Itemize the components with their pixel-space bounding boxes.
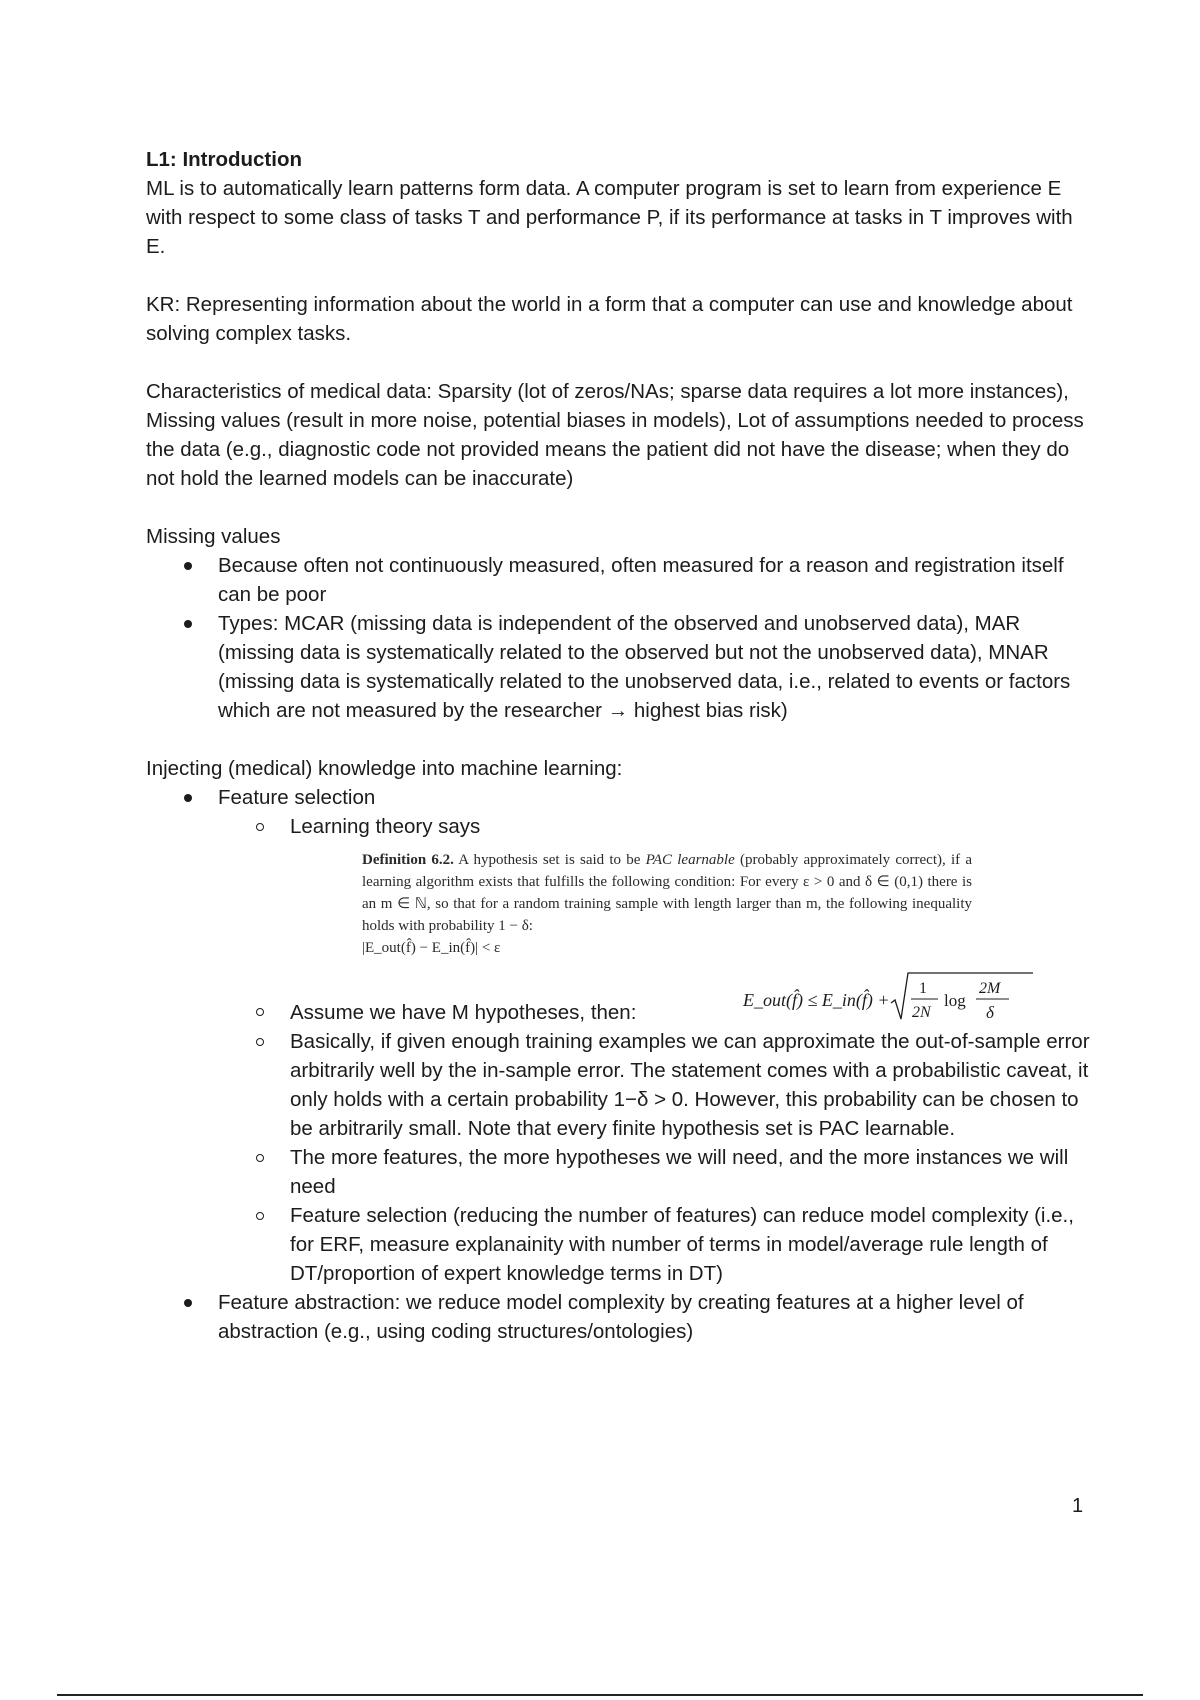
sub-list-item-text: Basically, if given enough training examples we can approximate the out-of-sample error arbitrarily well by the in-sample error. The statement comes with a probabilistic caveat, it only holds with a certain probability 1−δ > 0. However, this probability can be chosen to be arbitrarily small. Note that every finite hypothesis set is PAC learnable. (290, 1030, 1090, 1140)
sub-list-item (218, 1143, 1096, 1201)
list-item-feature-abstraction (146, 1288, 1096, 1346)
list-item (146, 609, 1096, 725)
hollow-bullet-icon (256, 1212, 264, 1220)
injecting-list (146, 783, 1096, 1346)
section-heading: L1: Introduction (146, 148, 303, 171)
list-item-text: Types: MCAR (missing data is independent of the observed and unobserved data), MAR (missing data is systematically related to the observed but not the unobserved data), MNAR (missing data is systematically related to the unobserved data, i.e., related to events or factors which are not measured by the researcher → highest bias risk) (218, 612, 1071, 722)
paragraph-kr: KR: Representing information about the world in a form that a computer can use and knowledge about solving complex tasks. (146, 293, 1073, 345)
bullet-icon (184, 794, 192, 802)
formula-num2: 2M (979, 980, 1001, 997)
hollow-bullet-icon (256, 1038, 264, 1046)
hollow-bullet-icon (256, 823, 264, 831)
bullet-icon (184, 562, 192, 570)
hollow-bullet-icon (256, 1154, 264, 1162)
formula-den1: 2N (912, 1004, 931, 1021)
missing-values-list (146, 551, 1096, 725)
definition-term: PAC learnable (645, 852, 735, 868)
paragraph-ml: ML is to automatically learn patterns form data. A computer program is set to learn from experience E with respect to some class of tasks T and performance P, if its performance at tasks in T improves with E. (146, 177, 1073, 258)
definition-text-a: A hypothesis set is said to be (453, 852, 646, 868)
sub-list-item (218, 1201, 1096, 1288)
bullet-icon (184, 1299, 192, 1307)
paragraph-medical-data: Characteristics of medical data: Sparsity (lot of zeros/NAs; sparse data requires a lot more instances), Missing values (result in more noise, potential biases in models), Lot of assumptions needed to process the data (e.g., diagnostic code not provided means the patient did not have the disease; when they do not hold the learned models can be inaccurate) (146, 380, 1084, 490)
sub-list-item-text: Feature selection (reducing the number of features) can reduce model complexity (i.e., for ERF, measure explanainity with number of terms in model/average rule length of DT/proportion of expert knowledge terms in DT) (290, 1204, 1074, 1285)
definition-heading: Definition 6.2. (362, 852, 454, 868)
sub-list-item-text: Learning theory says (290, 815, 481, 838)
list-item-text: Feature abstraction: we reduce model complexity by creating features at a higher level of abstraction (e.g., using coding structures/ontologies) (218, 1291, 1024, 1343)
feature-selection-sublist (218, 812, 1096, 1288)
definition-excerpt (362, 849, 972, 959)
definition-inequality: |E_out(f̂) − E_in(f̂)| < ε (362, 940, 501, 956)
list-item-text: Because often not continuously measured, often measured for a reason and registration itself can be poor (218, 554, 1064, 606)
sub-list-item-text: The more features, the more hypotheses we will need, and the more instances we will need (290, 1146, 1069, 1198)
formula-den2: δ (986, 1003, 994, 1022)
footer-rule (57, 1694, 1143, 1696)
formula-lhs: E_out(f̂) ≤ E_in(f̂) + (743, 990, 890, 1010)
list-item-text: Feature selection (218, 786, 376, 809)
sub-list-item (218, 812, 1096, 959)
bullet-icon (184, 620, 192, 628)
injecting-title: Injecting (medical) knowledge into machine learning: (146, 757, 623, 780)
generalization-bound-formula (743, 967, 1043, 1027)
sub-list-item-text: Assume we have M hypotheses, then: (290, 1001, 637, 1024)
definition-text-b: (probably approximately correct), if a learning algorithm exists that fulfills the following condition: For every ε > 0 and δ ∈ (0,1) there is an m ∈ ℕ, so that for a random training sample with length larger than m, the following inequality holds with probability 1 − δ: (362, 852, 972, 934)
document-body (146, 145, 1096, 1346)
hollow-bullet-icon (256, 1008, 264, 1016)
page-number: 1 (1072, 1495, 1084, 1517)
sub-list-item-formula (218, 967, 1096, 1027)
formula-num1: 1 (919, 980, 927, 997)
list-item (146, 551, 1096, 609)
sub-list-item (218, 1027, 1096, 1143)
formula-log: log (944, 991, 966, 1010)
list-item-feature-selection (146, 783, 1096, 1288)
missing-values-title: Missing values (146, 525, 281, 548)
